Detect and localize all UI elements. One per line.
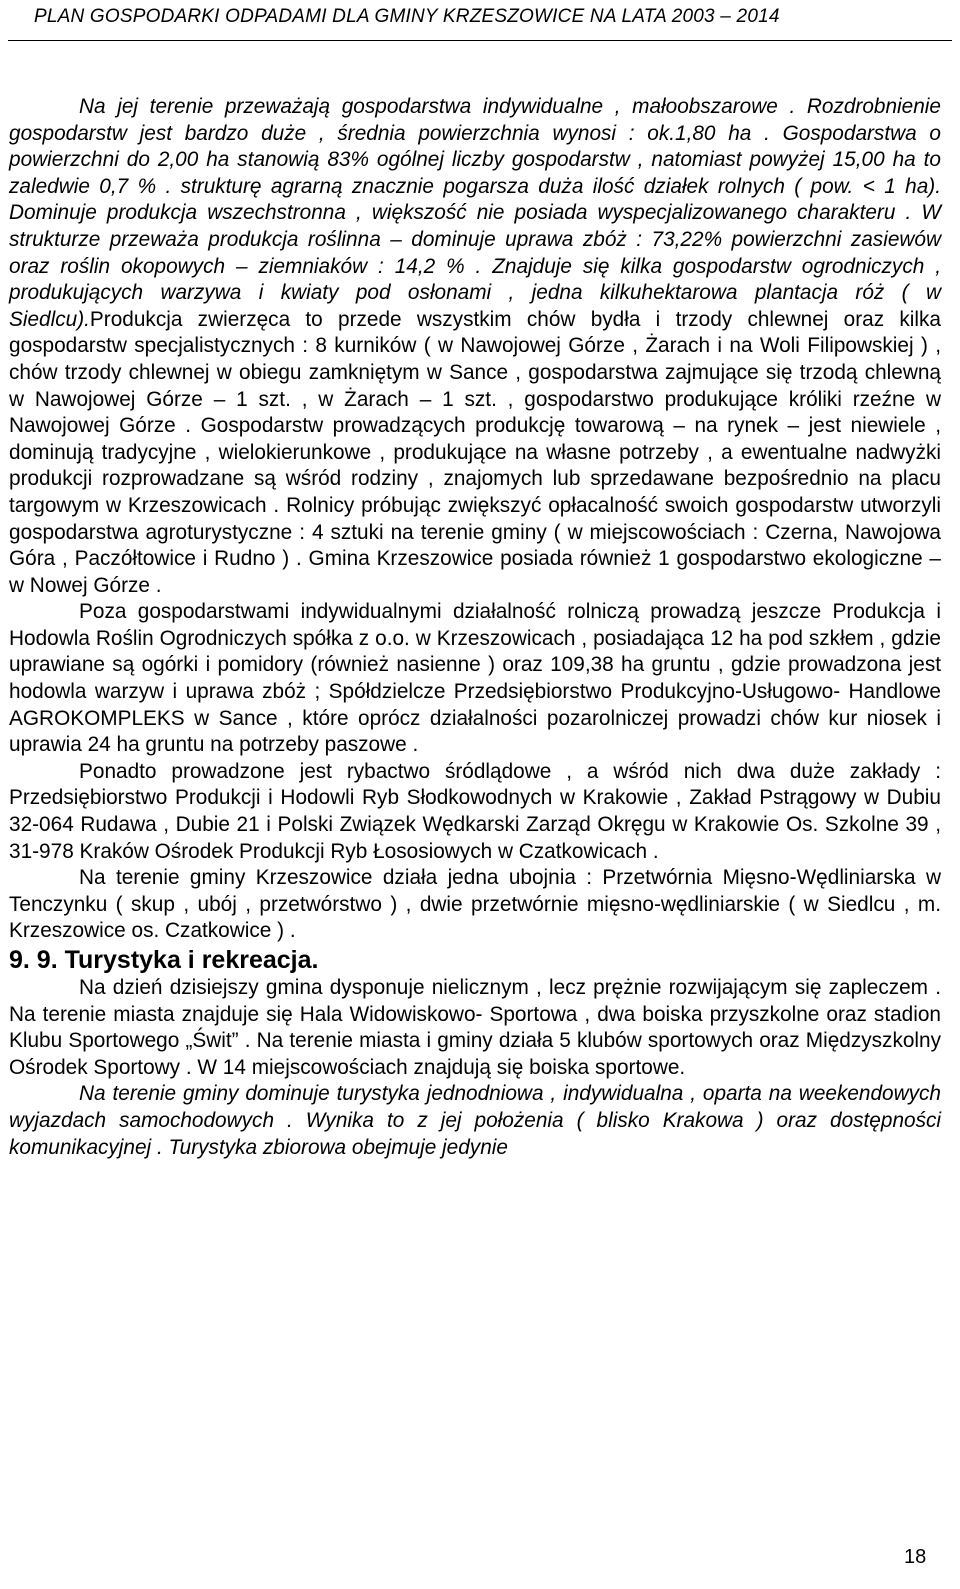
paragraph-agriculture <box>9 94 941 599</box>
running-header: PLAN GOSPODARKI ODPADAMI DLA GMINY KRZESZOWICE NA LATA 2003 – 2014 <box>34 6 780 27</box>
document-body <box>9 94 941 1161</box>
paragraph-tourism: Na terenie gminy dominuje turystyka jednodniowa , indywidualna , oparta na weekendowych wyjazdach samochodowych . Wynika to z jej położenia ( blisko Krakowa ) oraz dostępności komunikacyjnej . Turystyka zbiorowa obejmuje jedynie <box>9 1082 941 1159</box>
paragraph-other-producers: Poza gospodarstwami indywidualnymi działalność rolniczą prowadzą jeszcze Produkcja i Hodowla Roślin Ogrodniczych spółka z o.o. w Krzeszowicach , posiadająca 12 ha pod szkłem , gdzie uprawiane są ogórki i pomidory (również nasienne ) oraz 109,38 ha gruntu , gdzie prowadzona jest hodowla warzyw i uprawa zbóż ; Spółdzielcze Przedsiębiorstwo Produkcyjno-Usługowo- Handlowe AGROKOMPLEKS w Sance , które oprócz działalności pozarolniczej prowadzi chów kur niosek i uprawia 24 ha gruntu na potrzeby paszowe . <box>9 600 941 757</box>
paragraph-slaughterhouse: Na terenie gminy Krzeszowice działa jedna ubojnia : Przetwórnia Mięsno-Wędliniarska w Tenczynku ( skup , ubój , przetwórstwo ) , dwie przetwórnie mięsno-wędliniarskie ( w Siedlcu , m. Krzeszowice os. Czatkowice ) . <box>9 866 941 943</box>
paragraph-agriculture-text: Na jej terenie przeważają gospodarstwa indywidualne , małoobszarowe . Rozdrobnienie gospodarstw jest bardzo duże , średnia powierzchnia wynosi : ok.1,80 ha . Gospodarstwa o powierzchni do 2,00 ha stanowią 83% ogólnej liczby gospodarstw , natomiast powyżej 15,00 ha to zaledwie 0,7 % . strukturę agrarną znacznie pogarsza duża ilość działek rolnych ( pow. < 1 ha). Dominuje produkcja wszechstronna , większość nie posiada wyspecjalizowanego charakteru . W strukturze przeważa produkcja roślinna – dominuje uprawa zbóż : 73,22% powierzchni zasiewów oraz roślin okopowych – ziemniaków : 14,2 % . Znajduje się kilka gospodarstw ogrodniczych , produkujących warzywa i kwiaty pod osłonami , jedna kilkuhektarowa plantacja róż ( w Siedlcu). <box>9 95 941 331</box>
paragraph-sport-facilities: Na dzień dzisiejszy gmina dysponuje nielicznym , lecz prężnie rozwijającym się zapleczem . Na terenie miasta znajduje się Hala Widowiskowo- Sportowa , dwa boiska przyszkolne oraz stadion Klubu Sportowego „Świt” . Na terenie miasta i gminy działa 5 klubów sportowych oraz Międzyszkolny Ośrodek Sportowy . W 14 miejscowościach znajdują się boiska sportowe. <box>9 976 941 1079</box>
section-heading: 9. 9. Turystyka i rekreacja. <box>9 946 319 974</box>
header-rule <box>8 40 952 41</box>
paragraph-livestock-text: Produkcja zwierzęca to przede wszystkim chów bydła i trzody chlewnej oraz kilka gospodarstw specjalistycznych : 8 kurników ( w Nawojowej Górze , Żarach i na Woli Filipowskiej ) , chów trzody chlewnej w obiegu zamkniętym w Sance , gospodarstwa zajmujące się trzodą chlewną w Nawojowej Górze – 1 szt. , w Żarach – 1 szt. , gospodarstwo produkujące króliki rzeźne w Nawojowej Górze . Gospodarstw prowadzących produkcję towarową – na rynek – jest niewiele , dominują tradycyjne , wielokierunkowe , produkujące na własne potrzeby , a ewentualne nadwyżki produkcji rozprowadzane są wśród rodziny , znajomych lub sprzedawane bezpośrednio na placu targowym w Krzeszowicach . Rolnicy próbując zwiększyć opłacalność swoich gospodarstw utworzyli gospodarstwa agroturystyczne : 4 sztuki na terenie gminy ( w miejscowościach : Czerna, Nawojowa Góra , Paczółtowice i Rudno ) . Gmina Krzeszowice posiada również 1 gospodarstwo ekologiczne – w Nowej Górze . <box>9 307 941 597</box>
page-number: 18 <box>904 1546 927 1568</box>
paragraph-fishery: Ponadto prowadzone jest rybactwo śródlądowe , a wśród nich dwa duże zakłady : Przedsiębiorstwo Produkcji i Hodowli Ryb Słodkowodnych w Krakowie , Zakład Pstrągowy w Dubiu 32-064 Rudawa , Dubie 21 i Polski Związek Wędkarski Zarząd Okręgu w Krakowie Os. Szkolne 39 , 31-978 Kraków Ośrodek Produkcji Ryb Łososiowych w Czatkowicach . <box>9 759 941 863</box>
